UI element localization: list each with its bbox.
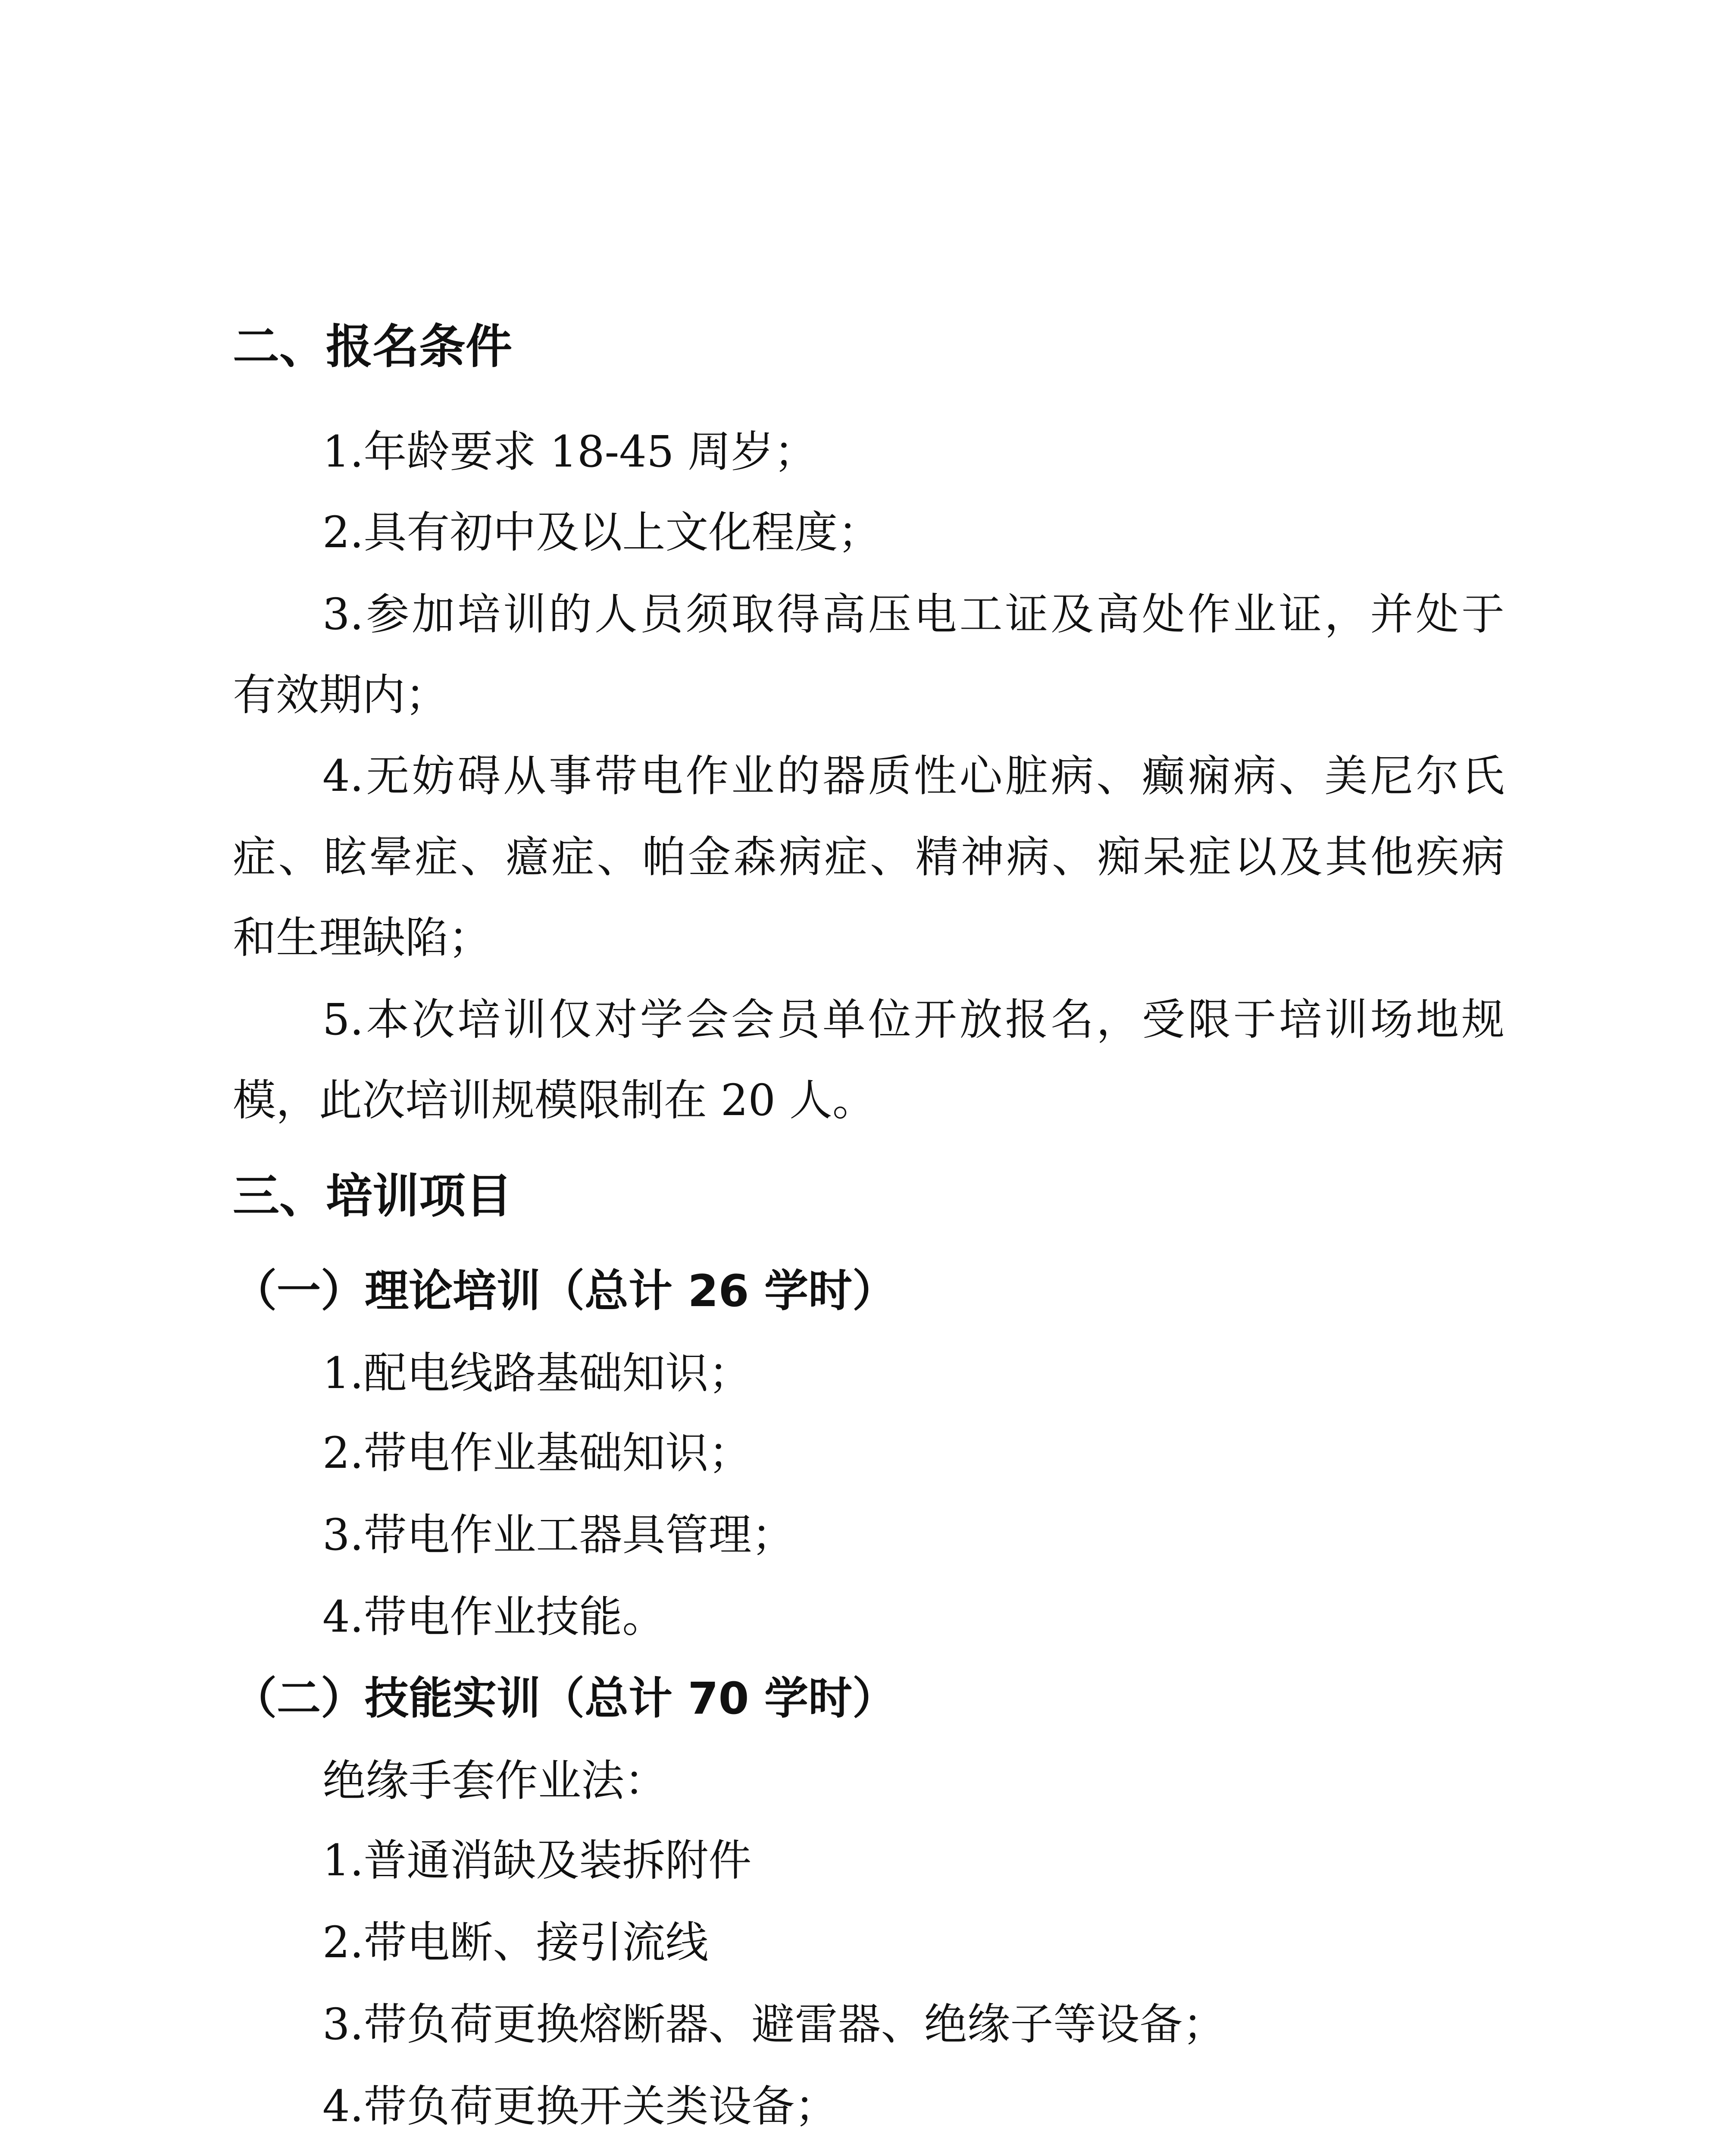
theory-item-2: 2.带电作业基础知识；: [322, 1428, 752, 1478]
practice-item-4: 4.带负荷更换开关类设备；: [322, 2081, 838, 2131]
section-heading-registration: 二、报名条件: [233, 320, 513, 374]
theory-item-4: 4.带电作业技能。: [322, 1592, 666, 1642]
practice-item-1: 1.普通消缺及装拆附件: [322, 1835, 752, 1886]
requirement-item-5-line-2: 模，此次培训规模限制在 20 人。: [233, 1075, 876, 1125]
requirement-item-4-line-1: 4.无妨碍从事带电作业的器质性心脏病、癫痫病、美尼尔氏: [322, 751, 1505, 801]
requirement-item-5-line-1: 5.本次培训仅对学会会员单位开放报名，受限于培训场地规: [322, 994, 1505, 1045]
theory-item-1: 1.配电线路基础知识；: [322, 1348, 752, 1398]
requirement-item-1: 1.年龄要求 18-45 周岁；: [322, 426, 817, 477]
requirement-item-4-line-3: 和生理缺陷；: [233, 912, 491, 963]
requirement-item-2: 2.具有初中及以上文化程度；: [322, 507, 881, 558]
practice-method-label: 绝缘手套作业法：: [322, 1755, 667, 1806]
subheading-theory-training: （一）理论培训（总计 26 学时）: [233, 1266, 896, 1317]
requirement-item-3-line-1: 3.参加培训的人员须取得高压电工证及高处作业证，并处于: [322, 589, 1505, 639]
theory-item-3: 3.带电作业工器具管理；: [322, 1510, 795, 1560]
practice-item-3: 3.带负荷更换熔断器、避雷器、绝缘子等设备；: [322, 1999, 1226, 2049]
requirement-item-4-line-2: 症、眩晕症、癔症、帕金森病症、精神病、痴呆症以及其他疾病: [233, 832, 1505, 882]
subheading-practical-training: （二）技能实训（总计 70 学时）: [233, 1673, 896, 1724]
section-heading-training-items: 三、培训项目: [233, 1169, 513, 1223]
requirement-item-3-line-2: 有效期内；: [233, 670, 448, 720]
practice-item-2: 2.带电断、接引流线: [322, 1917, 709, 1968]
